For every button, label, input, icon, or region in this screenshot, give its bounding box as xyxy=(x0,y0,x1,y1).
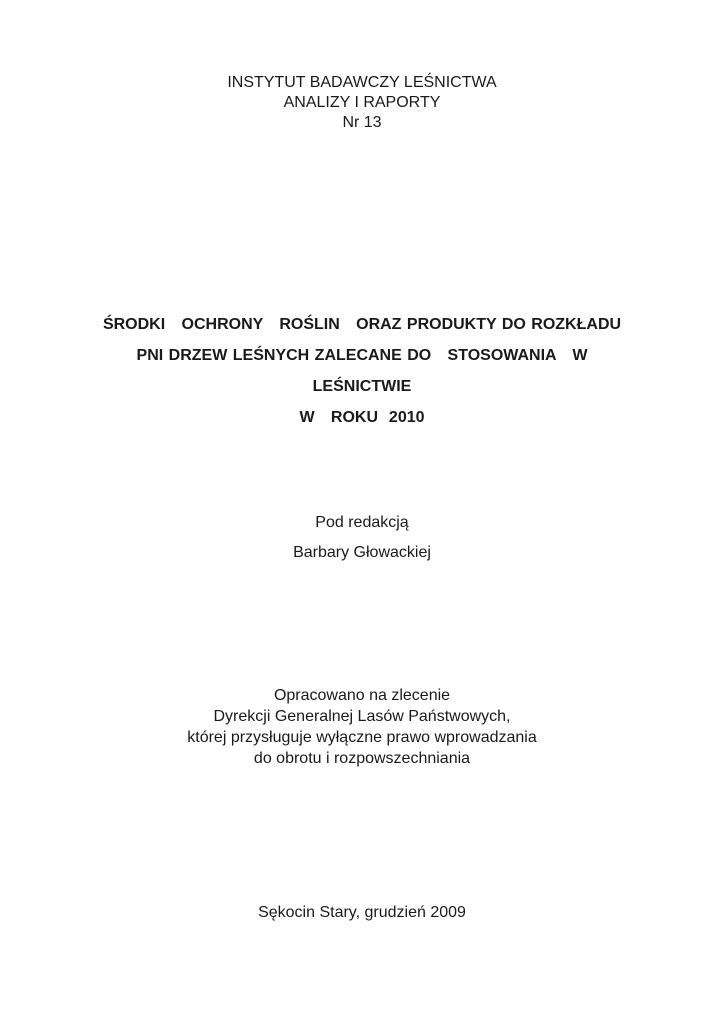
commission-block xyxy=(0,685,724,769)
issue-number: Nr 13 xyxy=(342,114,382,131)
footer-block xyxy=(0,903,724,923)
title-line: PNI DRZEW LEŚNYCH ZALECANE DO STOSOWANIA W xyxy=(136,347,588,364)
header-block xyxy=(0,73,724,133)
title-line: ŚRODKI OCHRONY ROŚLIN ORAZ PRODUKTY DO ROZKŁADU xyxy=(102,316,622,333)
title-line: LEŚNICTWIE xyxy=(312,378,412,395)
series-name: ANALIZY I RAPORTY xyxy=(283,94,441,111)
place-date: Sękocin Stary, grudzień 2009 xyxy=(258,904,466,921)
institute-name: INSTYTUT BADAWCZY LEŚNICTWA xyxy=(227,74,497,91)
editor-block xyxy=(0,508,724,568)
editor-label: Pod redakcją xyxy=(315,514,409,531)
editor-name: Barbary Głowackiej xyxy=(293,544,431,561)
document-title xyxy=(0,309,724,433)
commission-line: Dyrekcji Generalnej Lasów Państwowych, xyxy=(213,708,511,725)
commission-line: której przysługuje wyłączne prawo wprowadzania xyxy=(187,729,537,746)
title-line: W ROKU 2010 xyxy=(299,409,425,426)
commission-line: do obrotu i rozpowszechniania xyxy=(253,750,471,767)
commission-line: Opracowano na zlecenie xyxy=(273,687,451,704)
